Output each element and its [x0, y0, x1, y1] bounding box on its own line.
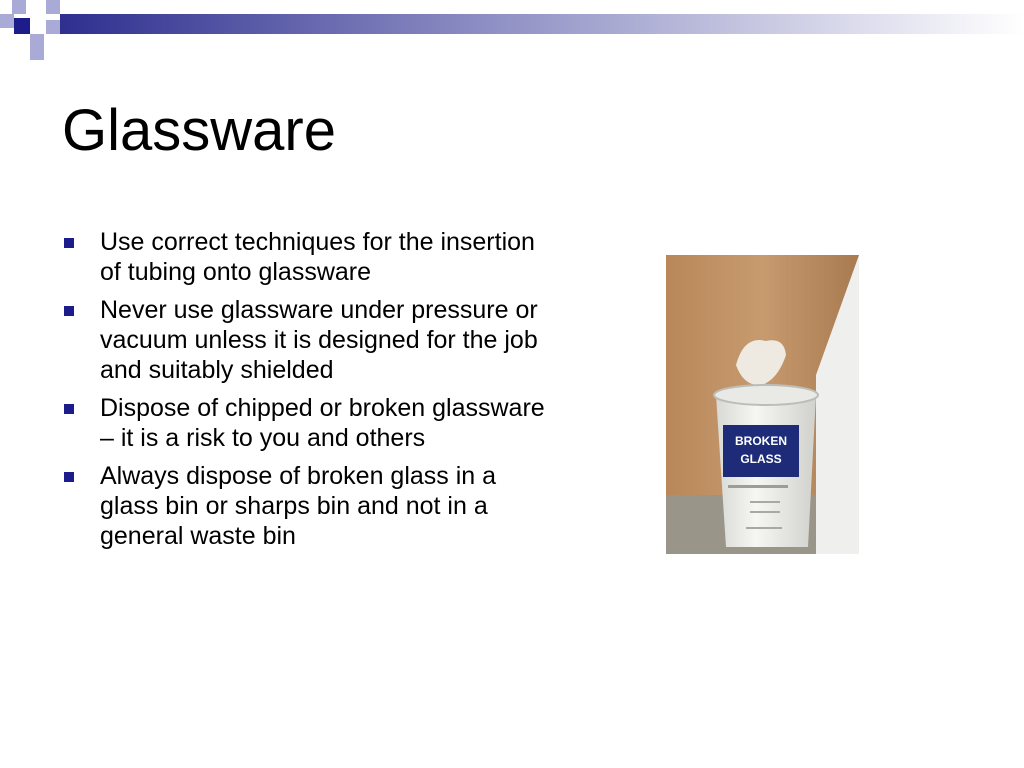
bullet-marker — [64, 306, 74, 316]
list-item — [62, 227, 552, 287]
bullet-marker — [64, 404, 74, 414]
bullet-marker — [64, 238, 74, 248]
bucket-label-line1: BROKEN — [734, 434, 788, 448]
list-item — [62, 461, 552, 551]
deco-square — [46, 20, 60, 34]
bullet-text: Always dispose of broken glass in a glass bin or sharps bin and not in a general waste bin — [100, 462, 497, 550]
bucket-label-panel — [723, 425, 799, 477]
deco-square — [60, 0, 74, 14]
header-decoration — [0, 0, 1024, 70]
bucket-fine-print — [750, 511, 780, 513]
deco-square — [30, 34, 44, 48]
bullet-text: Never use glassware under pressure or vacuum unless it is designed for the job and suitably shielded — [100, 296, 538, 384]
slide-title: Glassware — [62, 98, 336, 163]
deco-square — [46, 0, 60, 14]
deco-square — [14, 18, 30, 34]
list-item — [62, 393, 552, 453]
bullet-list — [62, 227, 552, 559]
bucket-label-line2: GLASS — [740, 452, 782, 466]
bullet-marker — [64, 472, 74, 482]
deco-square — [0, 14, 14, 28]
bucket-fine-print — [750, 501, 780, 503]
bucket-fine-print — [746, 527, 782, 529]
list-item — [62, 295, 552, 385]
deco-square — [12, 0, 26, 14]
deco-square — [30, 48, 44, 60]
bucket-fine-print — [728, 485, 788, 488]
deco-square — [30, 14, 46, 30]
header-gradient-band — [60, 14, 1024, 34]
bullet-text: Dispose of chipped or broken glassware – it is a risk to you and others — [100, 394, 545, 452]
broken-glass-bin-photo — [666, 255, 859, 554]
bullet-text: Use correct techniques for the insertion of tubing onto glassware — [100, 228, 535, 286]
bucket-rim — [714, 385, 818, 405]
